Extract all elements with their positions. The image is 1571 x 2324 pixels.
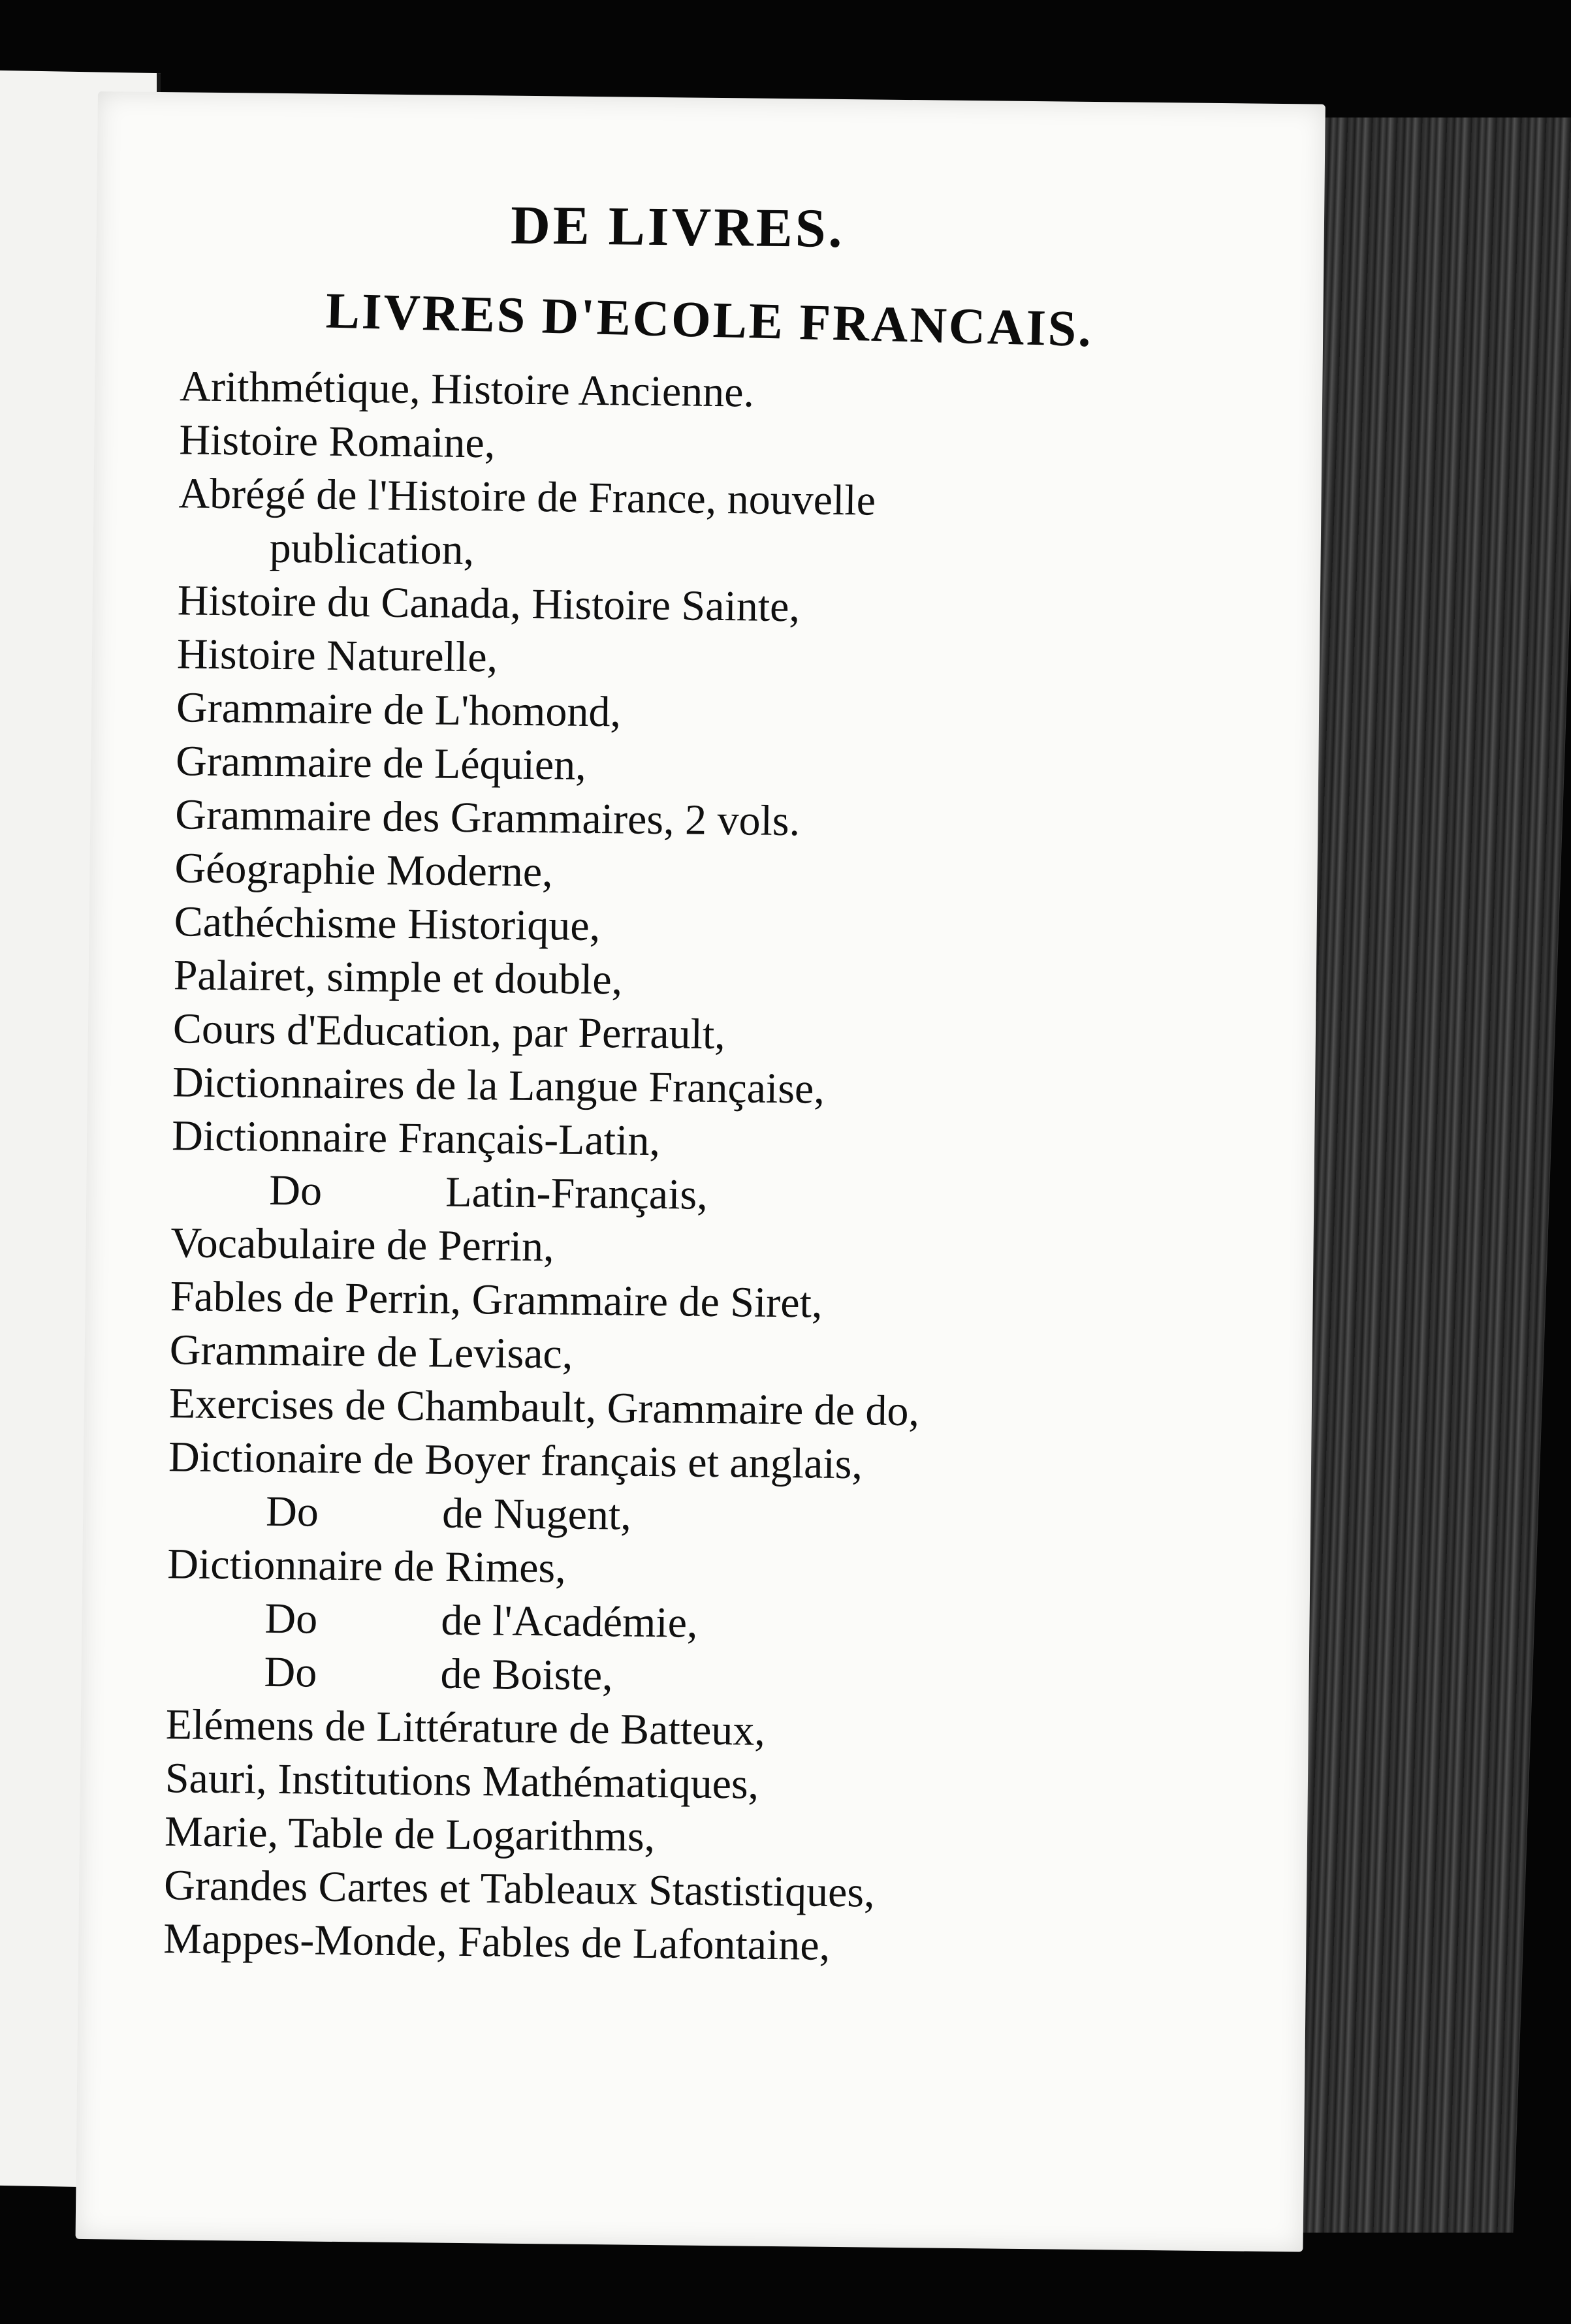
book-entry-text: Exercises de Chambault, Grammaire de do, — [168, 1379, 920, 1436]
right-page — [76, 91, 1325, 2252]
book-entry-text: Fables de Perrin, Grammaire de Siret, — [170, 1272, 823, 1327]
ditto-mark: Do — [269, 1166, 323, 1215]
book-entry-text: Mappes-Monde, Fables de Lafontaine, — [163, 1915, 831, 1970]
book-entry-text: Grammaire de Léquien, — [175, 737, 587, 789]
ditto-mark: Do — [264, 1594, 318, 1643]
book-entry-text: de Nugent, — [441, 1489, 632, 1539]
ditto-mark: Do — [264, 1648, 317, 1697]
book-entry-text: Marie, Table de Logarithms, — [164, 1808, 656, 1861]
book-entry-text: publication, — [269, 524, 475, 574]
book-entry-text: Grammaire de L'homond, — [176, 683, 622, 736]
book-entry — [163, 1912, 1241, 1977]
ditto-mark: Do — [265, 1487, 319, 1536]
book-entry-text: Sauri, Institutions Mathématiques, — [165, 1754, 759, 1808]
book-entry-text: Histoire du Canada, Histoire Sainte, — [177, 576, 801, 631]
book-entry-text: Dictionnaire Français-Latin, — [171, 1112, 661, 1165]
section-title: LIVRES D'ECOLE FRANCAIS. — [325, 281, 1094, 358]
book-list — [163, 360, 1258, 1977]
book-entry-text: Dictionnaire de Rimes, — [167, 1540, 567, 1592]
book-entry-text: Vocabulaire de Perrin, — [170, 1219, 554, 1271]
book-entry-text: Dictionnaires de la Langue Française, — [172, 1058, 825, 1113]
book-entry-text: Cathéchisme Historique, — [174, 898, 601, 950]
page-header: DE LIVRES. — [510, 195, 846, 259]
book-entry-text: de Boiste, — [440, 1650, 613, 1700]
book-entry-text: Grammaire des Grammaires, 2 vols. — [175, 791, 801, 845]
book-entry-text: Arithmétique, Histoire Ancienne. — [179, 362, 755, 416]
book-entry-text: Abrégé de l'Histoire de France, nouvelle — [178, 469, 876, 525]
book-entry-text: de l'Académie, — [441, 1596, 698, 1647]
book-entry-text: Grandes Cartes et Tableaux Stastistiques, — [163, 1861, 875, 1917]
book-entry-text: Latin-Français, — [445, 1168, 708, 1219]
book-entry-text: Histoire Naturelle, — [176, 630, 498, 682]
book-entry-text: Histoire Romaine, — [179, 416, 496, 467]
book-entry-text: Cours d'Education, par Perrault, — [172, 1005, 726, 1059]
book-entry-text: Elémens de Littérature de Batteux, — [165, 1701, 766, 1755]
book-entry-text: Palairet, simple et double, — [173, 951, 623, 1004]
book-entry-text: Dictionaire de Boyer français et anglais, — [168, 1433, 863, 1488]
book-entry-text: Géographie Moderne, — [174, 844, 554, 896]
book-entry-text: Grammaire de Levisac, — [169, 1326, 573, 1378]
